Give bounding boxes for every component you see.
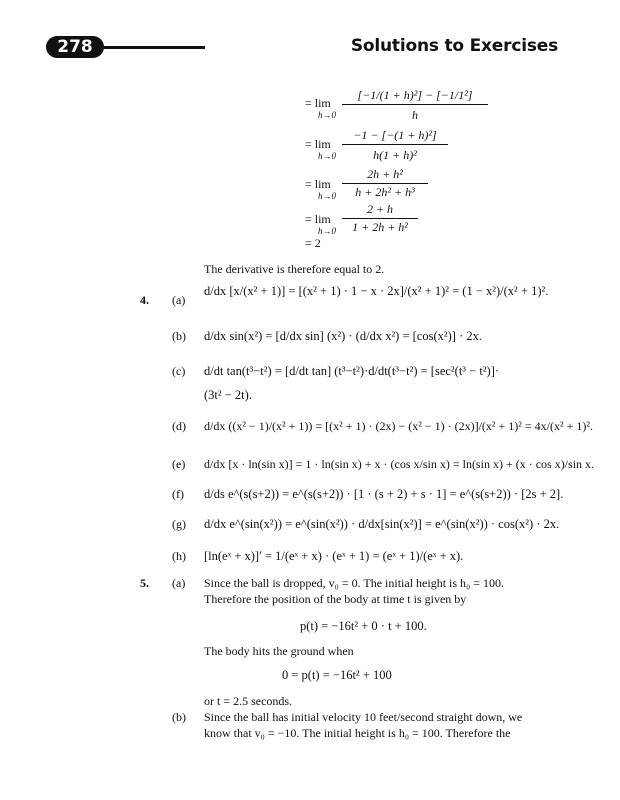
conclusion-text: The derivative is therefore equal to 2.	[204, 262, 385, 276]
page-number-badge: 278	[46, 36, 104, 58]
part-b-line-2: know that v₀ = −10. The initial height is h₀ = 100. Therefore the	[204, 726, 511, 740]
part-label: (h)	[172, 549, 186, 563]
part-label: (c)	[172, 364, 186, 378]
part-g-formula: d/dx e^(sin(x²)) = e^(sin(x²)) · d/dx[sin(x²)] = e^(sin(x²)) · cos(x²) · 2x.	[204, 517, 560, 531]
limit-sub-2: h→0	[318, 151, 336, 161]
part-b-formula: d/dx sin(x²) = [d/dx sin] (x²) · (d/dx x²) = [cos(x²)] · 2x.	[204, 329, 482, 343]
limit-num-1: [−1/(1 + h)²] − [−1/1²]	[357, 88, 473, 102]
limit-sub-1: h→0	[318, 110, 336, 120]
fraction-bar	[342, 144, 448, 145]
limit-num-3: 2h + h²	[367, 167, 403, 181]
part-f-formula: d/ds e^(s(s+2)) = e^(s(s+2)) · [1 · (s + 2) + s · 1] = e^(s(s+2)) · [2s + 2].	[204, 487, 564, 501]
limit-sub-4: h→0	[318, 226, 336, 236]
limit-den-2: h(1 + h)²	[373, 148, 417, 162]
part-label: (e)	[172, 457, 186, 471]
fraction-bar	[342, 104, 488, 105]
part-label: (g)	[172, 517, 186, 531]
limit-num-2: −1 − [−(1 + h)²]	[353, 128, 437, 142]
part-b-line-1: Since the ball has initial velocity 10 feet/second straight down, we	[204, 710, 523, 724]
limit-eq-2: = lim	[305, 137, 331, 151]
ground-equation: 0 = p(t) = −16t² + 100	[282, 668, 392, 682]
limit-eq-1: = lim	[305, 96, 331, 110]
exercise-number: 5.	[140, 576, 149, 590]
part-label: (a)	[172, 576, 186, 590]
part-h-formula: [ln(eˣ + x)]′ = 1/(eˣ + x) · (eˣ + 1) = (eˣ + 1)/(eˣ + x).	[204, 549, 464, 563]
limit-den-1: h	[412, 108, 418, 122]
part-a-line-1: Since the ball is dropped, v₀ = 0. The initial height is h₀ = 100.	[204, 576, 504, 590]
header-rule	[100, 46, 205, 49]
part-a-line-3: The body hits the ground when	[204, 644, 354, 658]
part-c-continuation: (3t² − 2t).	[204, 388, 252, 402]
part-label: (d)	[172, 419, 186, 433]
part-a-line-4: or t = 2.5 seconds.	[204, 694, 293, 708]
fraction-bar	[342, 183, 428, 184]
part-label: (b)	[172, 329, 186, 343]
part-d-formula: d/dx ((x² − 1)/(x² + 1)) = [(x² + 1) · (2x) − (x² − 1) · (2x)]/(x² + 1)² = 4x/(x² + 1)².	[204, 419, 593, 433]
limit-den-3: h + 2h² + h³	[355, 185, 415, 199]
part-a-formula: d/dx [x/(x² + 1)] = [(x² + 1) · 1 − x · 2x]/(x² + 1)² = (1 − x²)/(x² + 1)².	[204, 284, 549, 298]
limit-eq-3: = lim	[305, 177, 331, 191]
section-title: Solutions to Exercises	[350, 36, 558, 56]
position-equation: p(t) = −16t² + 0 · t + 100.	[300, 619, 427, 633]
part-label: (a)	[172, 293, 186, 307]
limit-num-4: 2 + h	[366, 202, 394, 216]
fraction-bar	[342, 218, 418, 219]
part-c-formula: d/dt tan(t³−t²) = [d/dt tan] (t³−t²)·d/dt(t³−t²) = [sec²(t³ − t²)]·	[204, 364, 500, 378]
part-a-line-2: Therefore the position of the body at time t is given by	[204, 592, 467, 606]
exercise-number: 4.	[140, 293, 149, 307]
part-e-formula: d/dx [x · ln(sin x)] = 1 · ln(sin x) + x · (cos x/sin x) = ln(sin x) + (x · cos x)/sin x.	[204, 457, 595, 471]
limit-eq-4: = lim	[305, 212, 331, 226]
part-label: (b)	[172, 710, 186, 724]
part-label: (f)	[172, 487, 184, 501]
limit-sub-3: h→0	[318, 191, 336, 201]
limit-den-4: 1 + 2h + h²	[352, 220, 408, 234]
limit-result: = 2	[305, 236, 321, 250]
